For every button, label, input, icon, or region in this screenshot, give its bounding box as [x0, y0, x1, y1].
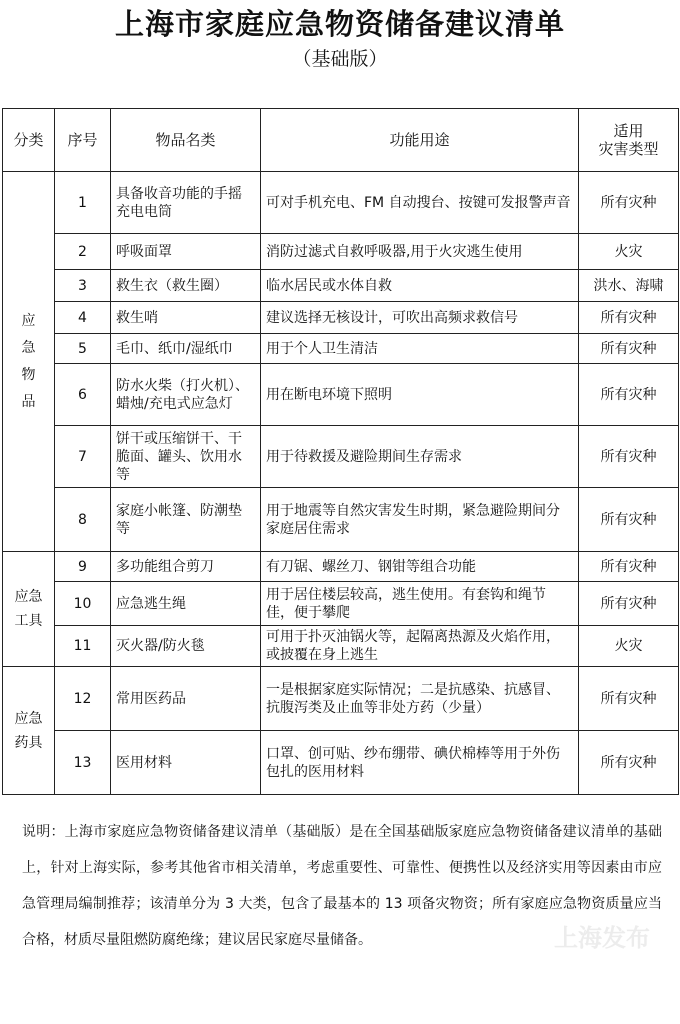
use-cell: 用于待救援及避险期间生存需求 [261, 426, 579, 488]
header-use: 功能用途 [261, 109, 579, 172]
table-row [3, 334, 679, 364]
table-row [3, 172, 679, 234]
header-item: 物品名类 [111, 109, 261, 172]
use-cell: 消防过滤式自救呼吸器,用于火灾逃生使用 [261, 234, 579, 270]
number-cell: 3 [55, 270, 111, 302]
number-cell: 1 [55, 172, 111, 234]
table-row [3, 426, 679, 488]
page-subtitle: （基础版） [292, 48, 388, 70]
disaster-type-cell: 所有灾种 [579, 667, 679, 731]
table-row [3, 364, 679, 426]
table-row [3, 270, 679, 302]
table-row [3, 582, 679, 626]
disaster-type-cell: 火灾 [579, 234, 679, 270]
disaster-type-cell: 火灾 [579, 626, 679, 667]
use-cell: 用于个人卫生清洁 [261, 334, 579, 364]
table-row [3, 234, 679, 270]
item-cell: 毛巾、纸巾/湿纸巾 [111, 334, 261, 364]
use-cell: 一是根据家庭实际情况；二是抗感染、抗感冒、抗腹泻类及止血等非处方药（少量） [261, 667, 579, 731]
number-cell: 7 [55, 426, 111, 488]
item-cell: 饼干或压缩饼干、干脆面、罐头、饮用水等 [111, 426, 261, 488]
number-cell: 13 [55, 731, 111, 795]
table-row [3, 488, 679, 552]
disaster-type-cell: 所有灾种 [579, 488, 679, 552]
item-cell: 应急逃生绳 [111, 582, 261, 626]
number-cell: 12 [55, 667, 111, 731]
disaster-type-cell: 所有灾种 [579, 731, 679, 795]
page-title: 上海市家庭应急物资储备建议清单 [114, 7, 565, 41]
use-cell: 建议选择无核设计，可吹出高频求救信号 [261, 302, 579, 334]
header-disaster-type: 适用 灾害类型 [579, 109, 679, 172]
header-number: 序号 [55, 109, 111, 172]
use-cell: 口罩、创可贴、纱布绷带、碘伏棉棒等用于外伤包扎的医用材料 [261, 731, 579, 795]
item-cell: 救生哨 [111, 302, 261, 334]
use-cell: 临水居民或水体自救 [261, 270, 579, 302]
item-cell: 救生衣（救生圈） [111, 270, 261, 302]
disaster-type-cell: 所有灾种 [579, 426, 679, 488]
number-cell: 5 [55, 334, 111, 364]
table-row [3, 552, 679, 582]
category-cell: 应急 工具 [3, 552, 55, 667]
item-cell: 防水火柴（打火机）、蜡烛/充电式应急灯 [111, 364, 261, 426]
supplies-table [2, 108, 679, 795]
number-cell: 10 [55, 582, 111, 626]
item-cell: 呼吸面罩 [111, 234, 261, 270]
number-cell: 2 [55, 234, 111, 270]
number-cell: 9 [55, 552, 111, 582]
item-cell: 医用材料 [111, 731, 261, 795]
disaster-type-cell: 所有灾种 [579, 302, 679, 334]
watermark-logo: 上海发布 [554, 924, 650, 952]
table-row [3, 667, 679, 731]
table-header-row [3, 109, 679, 172]
number-cell: 8 [55, 488, 111, 552]
use-cell: 可用于扑灭油锅火等，起隔离热源及火焰作用，或披覆在身上逃生 [261, 626, 579, 667]
category-cell: 应 急 物 品 [3, 172, 55, 552]
disaster-type-cell: 所有灾种 [579, 582, 679, 626]
number-cell: 4 [55, 302, 111, 334]
use-cell: 可对手机充电、FM 自动搜台、按键可发报警声音 [261, 172, 579, 234]
number-cell: 11 [55, 626, 111, 667]
disaster-type-cell: 所有灾种 [579, 364, 679, 426]
item-cell: 家庭小帐篷、防潮垫等 [111, 488, 261, 552]
use-cell: 用在断电环境下照明 [261, 364, 579, 426]
table-row [3, 302, 679, 334]
item-cell: 常用医药品 [111, 667, 261, 731]
disaster-type-cell: 所有灾种 [579, 334, 679, 364]
disaster-type-cell: 所有灾种 [579, 552, 679, 582]
item-cell: 具备收音功能的手摇充电电筒 [111, 172, 261, 234]
disaster-type-cell: 所有灾种 [579, 172, 679, 234]
table-row [3, 626, 679, 667]
header-category: 分类 [3, 109, 55, 172]
number-cell: 6 [55, 364, 111, 426]
table-row [3, 731, 679, 795]
use-cell: 有刀锯、螺丝刀、钢钳等组合功能 [261, 552, 579, 582]
use-cell: 用于地震等自然灾害发生时期，紧急避险期间分家庭居住需求 [261, 488, 579, 552]
disaster-type-cell: 洪水、海啸 [579, 270, 679, 302]
category-cell: 应急 药具 [3, 667, 55, 795]
item-cell: 灭火器/防火毯 [111, 626, 261, 667]
use-cell: 用于居住楼层较高，逃生使用。有套钩和绳节佳，便于攀爬 [261, 582, 579, 626]
item-cell: 多功能组合剪刀 [111, 552, 261, 582]
explanation-note: 说明：上海市家庭应急物资储备建议清单（基础版）是在全国基础版家庭应急物资储备建议清单的基础上，针对上海实际，参考其他省市相关清单，考虑重要性、可靠性、便携性以及经济实用等因素由市应急管理局编制推荐；该清单分为 3 大类，包含了最基本的 13 项备灾物资；所有家庭应急物资质量应当合格，材质尽量阻燃防腐绝缘；建议居民家庭尽量储备。 [22, 824, 662, 948]
